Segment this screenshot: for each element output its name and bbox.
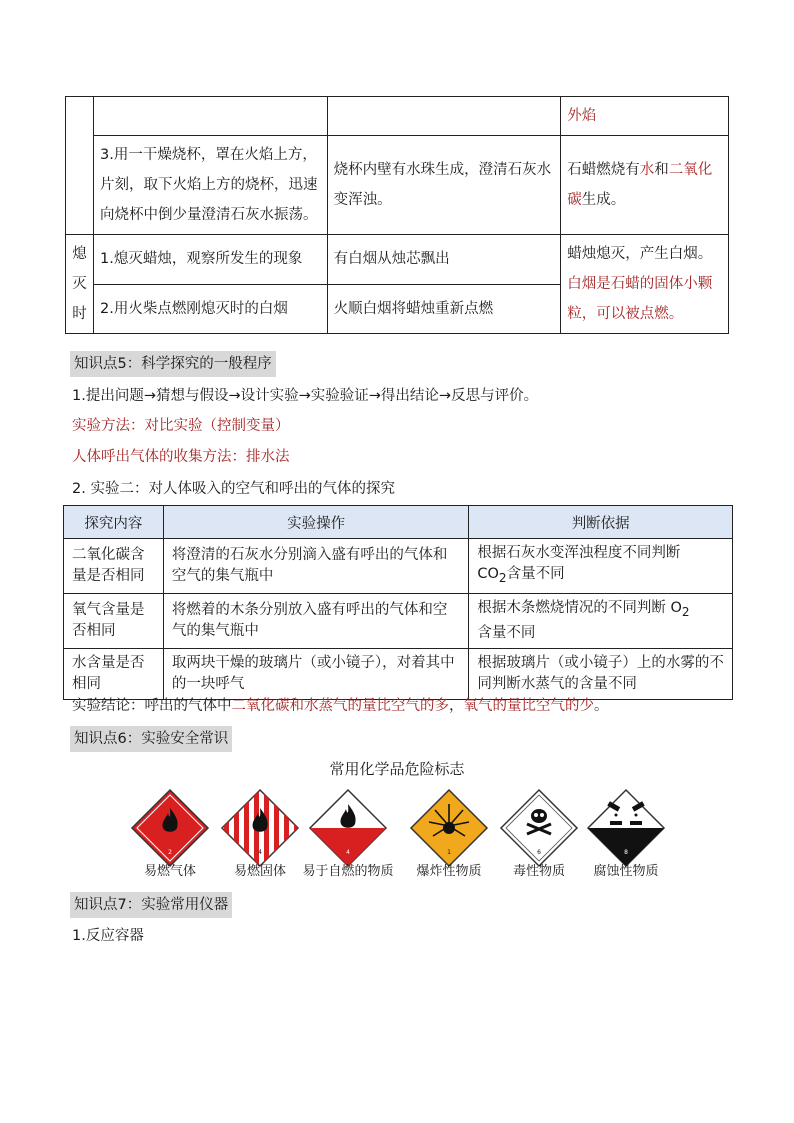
empty-group-cell [66, 97, 94, 235]
sign-label: 毒性物质 [512, 864, 565, 879]
result-text: 生成。 [581, 192, 626, 208]
result-cell [561, 235, 729, 334]
result-highlight: 水 [639, 162, 655, 178]
formula-subscript: 2 [498, 570, 507, 585]
basis-cell [469, 593, 733, 648]
phenomenon-cell: 烧杯内壁有水珠生成，澄清石灰水变浑浊。 [327, 136, 561, 235]
result-text: 和 [654, 162, 669, 178]
sign-class-number: 4 [346, 849, 350, 856]
kp7-heading: 知识点7：实验常用仪器 [70, 892, 232, 918]
gas-collection-method: 人体呼出气体的收集方法：排水法 [72, 449, 290, 465]
kp5-heading: 知识点5：科学探究的一般程序 [70, 351, 276, 377]
formula-subscript: 2 [681, 604, 690, 619]
corrosive-diamond-icon [586, 788, 666, 868]
empty-cell [93, 97, 327, 136]
basis-text: 根据木条燃烧情况的不同判断 O [477, 599, 682, 616]
phenomenon-cell: 有白烟从烛芯飘出 [327, 235, 561, 285]
operation-cell: 1.熄灭蜡烛，观察所发生的现象 [93, 235, 327, 285]
sign-class-number: 2 [168, 849, 172, 856]
basis-text: 根据石灰水变浑浊程度不同判断 [477, 545, 681, 561]
experiment-method: 实验方法：对比实验（控制变量） [72, 418, 290, 434]
content-cell: 水含量是否相同 [64, 648, 164, 699]
operation-cell: 2.用火柴点燃刚熄灭时的白烟 [93, 284, 327, 334]
operation-cell: 取两块干燥的玻璃片（或小镜子），对着其中的一块呼气 [163, 648, 469, 699]
basis-text: 含量不同 [477, 624, 536, 641]
experiment2-title: 2. 实验二：对人体吸入的空气和呼出的气体的探究 [72, 481, 395, 497]
group-label-extinguish: 熄灭时 [66, 235, 94, 334]
result-highlight: 二氧化碳 [567, 162, 713, 208]
kp6-heading: 知识点6：实验安全常识 [70, 726, 232, 752]
experiment-conclusion [72, 694, 609, 718]
column-header: 实验操作 [163, 506, 469, 539]
table-row [64, 593, 733, 648]
operation-cell: 将燃着的木条分别放入盛有呼出的气体和空气的集气瓶中 [163, 593, 469, 648]
basis-cell: 根据玻璃片（或小镜子）上的水雾的不同判断水蒸气的含量不同 [469, 648, 733, 699]
table-row [66, 235, 729, 285]
hazard-sign-corrosive [546, 788, 706, 888]
column-header: 探究内容 [64, 506, 164, 539]
table-row [66, 97, 729, 136]
conclusion-highlight: 氧气的量比空气的少 [463, 698, 594, 714]
table-row [64, 539, 733, 594]
sign-class-number: 8 [624, 849, 628, 856]
column-header: 判断依据 [469, 506, 733, 539]
sign-class-number: 6 [537, 849, 541, 856]
table-header-row [64, 506, 733, 539]
hazard-signs-caption: 常用化学品危险标志 [329, 760, 465, 778]
content-cell: 二氧化碳含量是否相同 [64, 539, 164, 594]
conclusion-highlight: 二氧化碳和水蒸气的量比空气的多 [231, 698, 449, 714]
phenomenon-cell: 火顺白烟将蜡烛重新点燃 [327, 284, 561, 334]
sign-class-number: 4 [258, 849, 262, 856]
content-cell: 氧气含量是否相同 [64, 593, 164, 648]
basis-cell [469, 539, 733, 594]
inquiry-steps: 1.提出问题→猜想与假设→设计实验→实验验证→得出结论→反思与评价。 [72, 388, 539, 404]
basis-formula: CO [477, 566, 499, 582]
sign-label: 爆炸性物质 [416, 864, 482, 879]
result-cell: 外焰 [561, 97, 729, 136]
empty-cell [327, 97, 561, 136]
reaction-vessel-item: 1.反应容器 [72, 928, 144, 944]
sign-label: 易燃气体 [143, 864, 196, 879]
breath-experiment-table [63, 505, 733, 700]
result-line: 蜡烛熄灭，产生白烟。 [567, 246, 713, 262]
table-row [66, 136, 729, 235]
result-line-highlight: 白烟是石蜡的固体小颗粒，可以被点燃。 [567, 276, 713, 322]
sign-label: 易于自燃的物质 [302, 864, 394, 879]
table-row [64, 648, 733, 699]
conclusion-text: ， [449, 698, 464, 714]
conclusion-text: 。 [594, 698, 609, 714]
result-cell [561, 136, 729, 235]
sign-class-number: 1 [447, 849, 451, 856]
sign-label: 腐蚀性物质 [593, 864, 659, 879]
operation-cell: 3.用一干燥烧杯，罩在火焰上方，片刻，取下火焰上方的烧杯，迅速向烧杯中倒少量澄清石灰水振荡。 [93, 136, 327, 235]
basis-text: 含量不同 [506, 566, 565, 582]
sign-label: 易燃固体 [233, 864, 286, 879]
result-text: 石蜡燃烧有 [567, 162, 640, 178]
conclusion-text: 实验结论：呼出的气体中 [72, 698, 232, 714]
operation-cell: 将澄清的石灰水分别滴入盛有呼出的气体和空气的集气瓶中 [163, 539, 469, 594]
candle-experiment-table [65, 96, 729, 334]
